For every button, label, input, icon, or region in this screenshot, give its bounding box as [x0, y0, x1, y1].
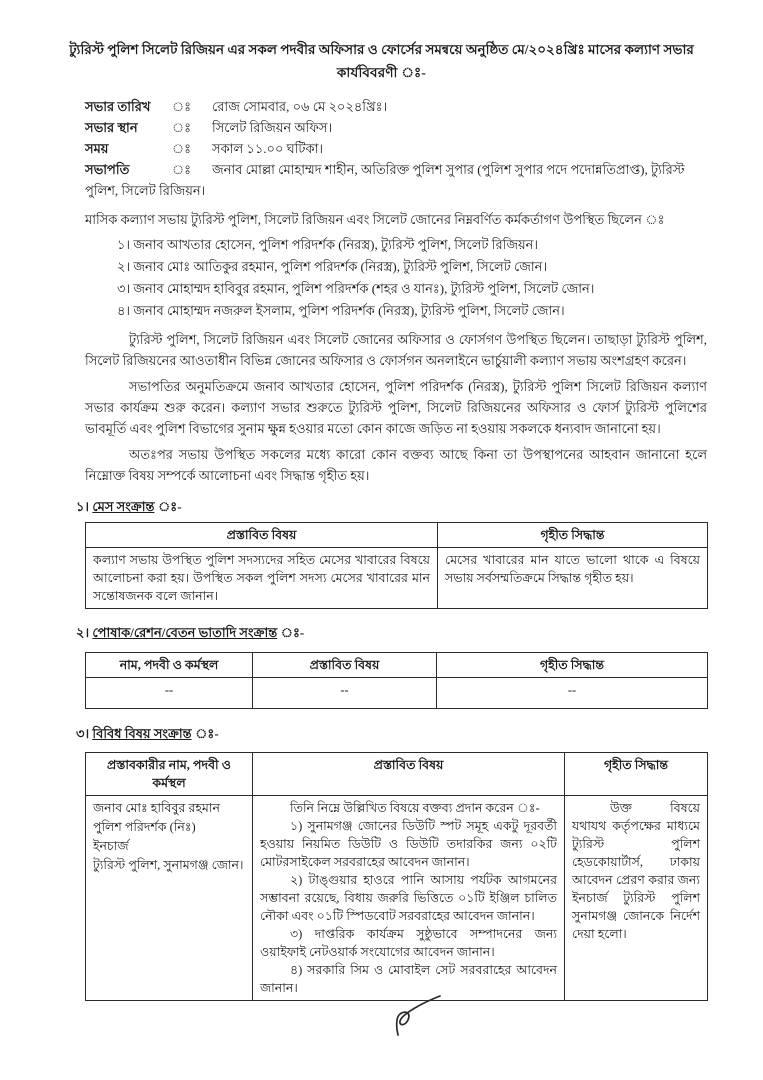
attendee-item: ২। জনাব মোঃ আতিকুর রহমান, পুলিশ পরিদর্শক (নিরস্ত্র), ট্যুরিস্ট পুলিশ, সিলেট জোন।: [117, 259, 548, 274]
table-row: [86, 548, 708, 609]
meta-value: সকাল ১১.০০ ঘটিকা।: [212, 141, 324, 156]
table-row: [86, 678, 708, 709]
mess-table: [85, 522, 708, 609]
table-header-decision: গৃহীত সিদ্ধান্ত: [437, 653, 708, 678]
proposal-point: ৩) দাপ্তরিক কার্যক্রম সুষ্ঠুভাবে সম্পাদনের জন্য ওয়াইফাই নেটওয়ার্ক সংযোগের আবেদন জানান।: [260, 927, 557, 959]
meeting-meta: [85, 96, 707, 201]
table-header-proposal: প্রস্তাবিত বিষয়: [253, 753, 565, 796]
document-title: [0, 0, 763, 84]
mess-decision-cell: মেসের খাবারের মান যাতে ভালো থাকে এ বিষয়ে সভায় সর্বসম্মতিক্রমে সিদ্ধান্ত গৃহীত হয়।: [438, 548, 708, 609]
proposer-cell: [86, 796, 253, 1001]
empty-cell: --: [437, 678, 708, 709]
attendees-intro: মাসিক কল্যাণ সভায় ট্যুরিস্ট পুলিশ, সিলেট রিজিয়ন এবং সিলেট জোনের নিম্নবর্ণিত কর্মকর্তাগণ উপস্থিত ছিলেন ঃ: [85, 212, 665, 227]
empty-cell: --: [86, 678, 253, 709]
section-title: পোষাক/রেশন/বেতন ভাতাদি সংক্রান্ত: [92, 625, 278, 640]
meta-label: সভার স্থান: [85, 120, 138, 135]
handwritten-initial-mark: [388, 995, 460, 1043]
attendee-list: [85, 234, 707, 322]
section-title: বিবিধ বিষয় সংক্রান্ত: [92, 726, 192, 741]
table-header-decision: গৃহীত সিদ্ধান্ত: [565, 753, 708, 796]
signature-icon: [388, 995, 460, 1039]
title-line-2: কার্যবিবরণী ঃ-: [336, 65, 427, 80]
empty-cell: --: [253, 678, 437, 709]
section-number: ৩।: [76, 726, 90, 741]
section-suffix: ঃ-: [214, 726, 219, 741]
document-body: [0, 96, 763, 1001]
proposer-rank: পুলিশ পরিদর্শক (নিঃ): [93, 820, 196, 834]
table-header-proposer: প্রস্তাবকারীর নাম, পদবী ও কর্মস্থল: [86, 753, 253, 796]
attendee-item: ১। জনাব আখতার হোসেন, পুলিশ পরিদর্শক (নিরস্ত্র), ট্যুরিস্ট পুলিশ, সিলেট রিজিয়ন।: [117, 237, 539, 252]
title-line-1: ট্যুরিস্ট পুলিশ সিলেট রিজিয়ন এর সকল পদবীর অফিসার ও ফোর্সের সমন্বয়ে অনুষ্ঠিত মে/২০২৪খ্রিঃ মাসের কল্যাণ সভার: [69, 42, 694, 57]
section-heading-misc: [76, 723, 707, 744]
mess-table-header-decision: গৃহীত সিদ্ধান্ত: [438, 523, 708, 548]
meta-separator: ঃ: [172, 99, 192, 114]
uniform-ration-table: [85, 652, 708, 709]
meta-value: সিলেট রিজিয়ন অফিস।: [212, 120, 333, 135]
proposal-point: ৪) সরকারি সিম ও মোবাইল সেট সরবরাহের আবেদন জানান।: [260, 963, 557, 995]
meta-separator: ঃ: [172, 162, 192, 177]
meta-label: সভাপতি: [85, 162, 130, 177]
decision-cell: উক্ত বিষয়ে যথাযথ কর্তৃপক্ষের মাধ্যমে ট্যুরিস্ট পুলিশ হেডকোয়ার্টার্স, ঢাকায় আবেদন প্রেরণ করার জন্য ইনচার্জ ট্যুরিস্ট পুলিশ সুনামগঞ্জ জোনকে নির্দেশ দেয়া হলো।: [565, 796, 708, 1001]
paragraph-opening: সভাপতির অনুমতিক্রমে জনাব আখতার হোসেন, পুলিশ পরিদর্শক (নিরস্ত্র), ট্যুরিস্ট পুলিশ সিলেট রিজিয়ন কল্যাণ সভার কার্যক্রম শুরু করেন। কল্যাণ সভার শুরুতে ট্যুরিস্ট পুলিশ, সিলেট রিজিয়নের অফিসার ও ফোর্স ট্যুরিস্ট পুলিশের ভাবমূর্তি এবং পুলিশ বিভাগের সুনাম ক্ষুন্ন হওয়ার মতো কোন কাজে জড়িত না হওয়ায় সকলকে ধন্যবাদ জানানো হয়।: [85, 379, 707, 436]
misc-table: [85, 752, 708, 1001]
proposal-point: ১) সুনামগঞ্জ জোনের ডিউটি স্পট সমূহ একটু দূরবর্তী হওয়ায় নিয়মিত ডিউটি ও ডিউটি তদারকির জন্য ০২টি মোটরসাইকেল সরবরাহের আবেদন জানান।: [260, 819, 557, 869]
proposer-name: জনাব মোঃ হাবিবুর রহমান: [93, 801, 220, 815]
meta-row-date: [85, 96, 707, 117]
proposer-unit: ট্যুরিস্ট পুলিশ, সুনামগঞ্জ জোন।: [93, 858, 244, 872]
meta-row-time: [85, 138, 707, 159]
paragraph-attendance: ট্যুরিস্ট পুলিশ, সিলেট রিজিয়ন এবং সিলেট জোনের অফিসার ও ফোর্সগণ উপস্থিত ছিলেন। তাছাড়া ট্যুরিস্ট পুলিশ, সিলেট রিজিয়নের আওতাধীন বিভিন্ন জোনের অফিসার ও ফোর্সগন অনলাইনে ভার্চুয়ালী কল্যাণ সভায় অংশগ্রহণ করেন।: [85, 332, 707, 368]
meta-row-place: [85, 117, 707, 138]
attendee-item: ৪। জনাব মোহাম্মদ নজরুল ইসলাম, পুলিশ পরিদর্শক (নিরস্ত্র), ট্যুরিস্ট পুলিশ, সিলেট জোন।: [117, 303, 565, 318]
meta-label: সভার তারিখ: [85, 99, 151, 114]
mess-proposal-cell: কল্যাণ সভায় উপস্থিত পুলিশ সদস্যদের সহিত মেসের খাবারের বিষয়ে আলোচনা করা হয়। উপস্থিত সকল পুলিশ সদস্য মেসের খাবারের মান সন্তোষজনক বলে জানান।: [86, 548, 438, 609]
meta-separator: ঃ: [172, 120, 192, 135]
table-header-proposal: প্রস্তাবিত বিষয়: [253, 653, 437, 678]
section-heading-uniform-ration: [76, 622, 707, 643]
meta-separator: ঃ: [172, 141, 192, 156]
section-number: ২।: [76, 625, 90, 640]
meta-value: জনাব মোল্লা মোহাম্মদ শাহীন, অতিরিক্ত পুলিশ সুপার (পুলিশ সুপার পদে পদোন্নতিপ্রাপ্ত), ট্যুরিস্ট পুলিশ, সিলেট রিজিয়ন।: [85, 162, 685, 198]
meta-value: রোজ সোমবার, ০৬ মে ২০২৪খ্রিঃ।: [212, 99, 388, 114]
proposer-role: ইনচার্জ: [93, 839, 129, 853]
meta-label: সময়: [85, 141, 109, 156]
mess-table-header-proposal: প্রস্তাবিত বিষয়: [86, 523, 438, 548]
section-suffix: ঃ-: [177, 499, 182, 514]
section-heading-mess: [76, 496, 707, 517]
table-row: [86, 796, 708, 1001]
proposal-point: ২) টাঙ্গুয়ার হাওরে পানি আসায় পর্যটক আগমনের সম্ভাবনা রয়েছে, বিধায় জরুরি ভিত্তিতে ০১টি ইঞ্জিল চালিত নৌকা এবং ০১টি স্পিডবোট সরবরাহের আবেদন জানান।: [260, 873, 557, 923]
section-number: ১।: [76, 499, 90, 514]
meta-row-chairperson: [85, 159, 707, 201]
section-suffix: ঃ-: [299, 625, 305, 640]
attendee-item: ৩। জনাব মোহাম্মদ হাবিবুর রহমান, পুলিশ পরিদর্শক (শহর ও যানঃ), ট্যুরিস্ট পুলিশ, সিলেট জোন।: [117, 281, 595, 296]
paragraph-agenda-invite: অতঃপর সভায় উপস্থিত সকলের মধ্যে কারো কোন বক্তব্য আছে কিনা তা উপস্থাপনের আহবান জানানো হলে নিম্নোক্ত বিষয় সম্পর্কে আলোচনা এবং সিদ্ধান্ত গৃহীত হয়।: [85, 447, 707, 483]
proposal-cell: [253, 796, 565, 1001]
table-header-name-rank: নাম, পদবী ও কর্মস্থল: [86, 653, 253, 678]
proposal-intro: তিনি নিম্নে উল্লিখিত বিষয়ে বক্তব্য প্রদান করেন ঃ-: [290, 801, 540, 815]
section-title: মেস সংক্রান্ত: [92, 499, 155, 514]
